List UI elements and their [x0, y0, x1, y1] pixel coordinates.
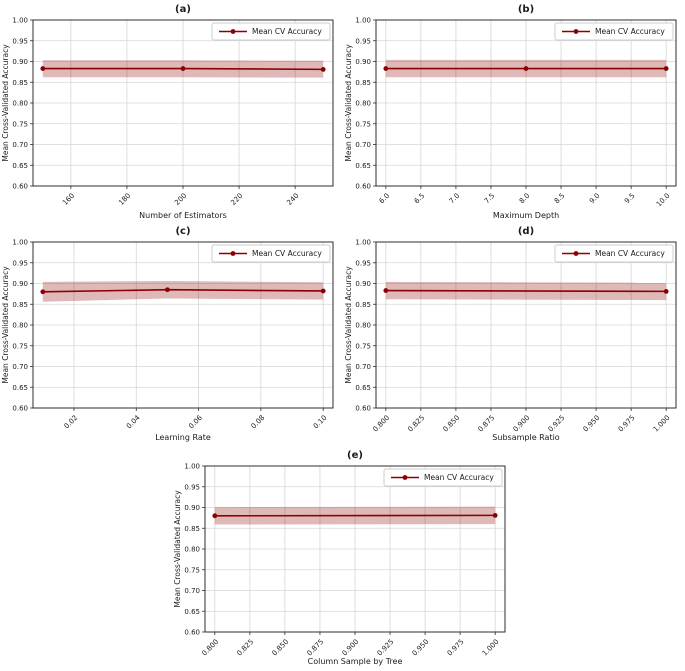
data-point-marker: [40, 289, 45, 294]
data-point-marker: [524, 66, 529, 71]
legend-marker: [574, 29, 579, 34]
y-tick-label: 0.65: [355, 383, 371, 392]
y-tick-label: 0.85: [12, 300, 28, 309]
y-tick-label: 0.95: [355, 37, 371, 46]
x-tick-label: 0.975: [445, 637, 466, 658]
y-tick-label: 0.75: [12, 120, 28, 129]
y-axis-label: Mean Cross-Validated Accuracy: [1, 44, 10, 162]
mean-cv-accuracy-line: [386, 291, 666, 292]
chart-b-canvas: [343, 0, 685, 225]
y-tick-label: 1.00: [355, 16, 371, 25]
y-tick-label: 0.75: [355, 120, 371, 129]
x-tick-label: 1.000: [651, 413, 672, 434]
legend-marker: [231, 29, 236, 34]
x-tick-label: 0.06: [187, 413, 204, 431]
data-point-marker: [664, 289, 669, 294]
y-tick-label: 0.90: [12, 58, 28, 66]
x-tick-label: 0.10: [311, 413, 329, 431]
x-tick-label: 1.000: [480, 637, 501, 658]
y-tick-label: 0.65: [12, 383, 28, 392]
y-tick-label: 0.65: [355, 161, 371, 170]
y-tick-label: 1.00: [12, 16, 28, 25]
data-point-marker: [321, 289, 326, 294]
y-tick-label: 0.95: [12, 37, 28, 46]
y-axis-label: Mean Cross-Validated Accuracy: [1, 266, 10, 384]
data-point-marker: [321, 67, 326, 72]
y-axis-label: Mean Cross-Validated Accuracy: [344, 44, 353, 162]
y-tick-label: 0.75: [355, 342, 371, 351]
x-tick-label: 0.875: [476, 413, 497, 434]
subplot-column-sample-by-tree: [172, 446, 514, 671]
chart-c-canvas: [0, 222, 342, 447]
y-tick-label: 0.80: [355, 321, 371, 330]
x-tick-label: 0.825: [406, 413, 427, 434]
legend-label: Mean CV Accuracy: [595, 27, 665, 36]
y-tick-label: 0.70: [12, 363, 28, 371]
x-tick-label: 0.950: [410, 637, 431, 658]
x-tick-label: 240: [285, 191, 301, 207]
y-tick-label: 0.90: [12, 280, 28, 288]
y-tick-label: 0.90: [184, 504, 200, 512]
subplot-title: (b): [517, 4, 535, 15]
x-axis-label: Number of Estimators: [139, 211, 227, 220]
data-point-marker: [181, 66, 186, 71]
y-tick-label: 0.60: [355, 182, 371, 191]
legend-label: Mean CV Accuracy: [252, 27, 322, 36]
legend-label: Mean CV Accuracy: [424, 473, 494, 482]
y-tick-label: 1.00: [184, 462, 200, 471]
x-tick-label: 160: [61, 191, 77, 207]
legend-marker: [231, 251, 236, 256]
x-tick-label: 0.975: [616, 413, 637, 434]
y-tick-label: 0.85: [355, 78, 371, 87]
x-tick-label: 200: [173, 191, 189, 207]
data-point-marker: [165, 287, 170, 292]
y-tick-label: 0.90: [355, 280, 371, 288]
x-tick-label: 6.5: [412, 191, 427, 206]
y-tick-label: 0.95: [184, 483, 200, 492]
x-tick-label: 0.850: [270, 637, 291, 658]
data-point-marker: [212, 513, 217, 518]
x-tick-label: 9.0: [587, 191, 602, 206]
x-tick-label: 10.0: [654, 191, 672, 209]
y-tick-label: 0.60: [184, 628, 200, 637]
x-tick-label: 0.08: [249, 413, 267, 431]
y-tick-label: 0.95: [12, 259, 28, 268]
subplot-title: (d): [517, 226, 535, 237]
y-axis-label: Mean Cross-Validated Accuracy: [173, 490, 182, 608]
legend-label: Mean CV Accuracy: [595, 249, 665, 258]
y-tick-label: 0.80: [184, 545, 200, 554]
x-tick-label: 6.0: [377, 191, 392, 206]
x-tick-label: 8.0: [517, 191, 532, 206]
y-tick-label: 0.65: [12, 161, 28, 170]
y-tick-label: 0.90: [355, 58, 371, 66]
y-tick-label: 0.80: [12, 321, 28, 330]
y-tick-label: 0.70: [355, 141, 371, 149]
x-tick-label: 0.900: [511, 413, 532, 434]
data-point-marker: [493, 513, 498, 518]
x-axis-label: Maximum Depth: [492, 211, 560, 220]
x-tick-label: 0.875: [305, 637, 326, 658]
subplot-number-of-estimators: [0, 0, 342, 225]
x-tick-label: 7.5: [482, 191, 497, 206]
subplot-title: (a): [175, 4, 191, 15]
x-tick-label: 0.850: [441, 413, 462, 434]
y-tick-label: 0.70: [184, 587, 200, 595]
x-tick-label: 0.825: [235, 637, 256, 658]
legend-marker: [574, 251, 579, 256]
y-tick-label: 0.65: [184, 607, 200, 616]
y-tick-label: 0.85: [184, 524, 200, 533]
y-tick-label: 0.95: [355, 259, 371, 268]
y-tick-label: 0.85: [355, 300, 371, 309]
x-tick-label: 0.925: [375, 637, 396, 658]
y-tick-label: 1.00: [355, 238, 371, 247]
legend-marker: [403, 475, 408, 480]
y-tick-label: 0.70: [12, 141, 28, 149]
y-tick-label: 0.60: [12, 404, 28, 413]
x-axis-label: Column Sample by Tree: [307, 657, 403, 666]
x-tick-label: 0.800: [200, 637, 221, 658]
y-axis-label: Mean Cross-Validated Accuracy: [344, 266, 353, 384]
chart-a-canvas: [0, 0, 342, 225]
y-tick-label: 0.80: [355, 99, 371, 108]
data-point-marker: [383, 288, 388, 293]
chart-e-canvas: [172, 446, 514, 671]
y-tick-label: 0.70: [355, 363, 371, 371]
x-tick-label: 0.900: [340, 637, 361, 658]
x-axis-label: Learning Rate: [155, 433, 211, 442]
y-tick-label: 0.60: [355, 404, 371, 413]
y-tick-label: 0.80: [12, 99, 28, 108]
x-tick-label: 9.5: [623, 191, 637, 206]
x-tick-label: 0.925: [546, 413, 567, 434]
x-tick-label: 180: [117, 191, 133, 207]
y-tick-label: 0.75: [184, 566, 200, 575]
subplot-subsample-ratio: [343, 222, 685, 447]
data-point-marker: [664, 66, 669, 71]
x-tick-label: 0.02: [62, 413, 80, 431]
y-tick-label: 0.60: [12, 182, 28, 191]
x-tick-label: 220: [229, 191, 245, 207]
data-point-marker: [383, 66, 388, 71]
y-tick-label: 0.85: [12, 78, 28, 87]
subplot-title: (e): [347, 450, 363, 461]
x-tick-label: 8.5: [552, 191, 567, 206]
subplot-title: (c): [175, 226, 191, 237]
x-tick-label: 0.800: [371, 413, 392, 434]
y-tick-label: 1.00: [12, 238, 28, 247]
subplot-learning-rate: [0, 222, 342, 447]
legend-label: Mean CV Accuracy: [252, 249, 322, 258]
chart-d-canvas: [343, 222, 685, 447]
subplot-maximum-depth: [343, 0, 685, 225]
x-tick-label: 7.0: [447, 191, 462, 206]
x-axis-label: Subsample Ratio: [492, 433, 560, 442]
x-tick-label: 0.950: [581, 413, 602, 434]
x-tick-label: 0.04: [125, 413, 142, 431]
data-point-marker: [40, 66, 45, 71]
y-tick-label: 0.75: [12, 342, 28, 351]
